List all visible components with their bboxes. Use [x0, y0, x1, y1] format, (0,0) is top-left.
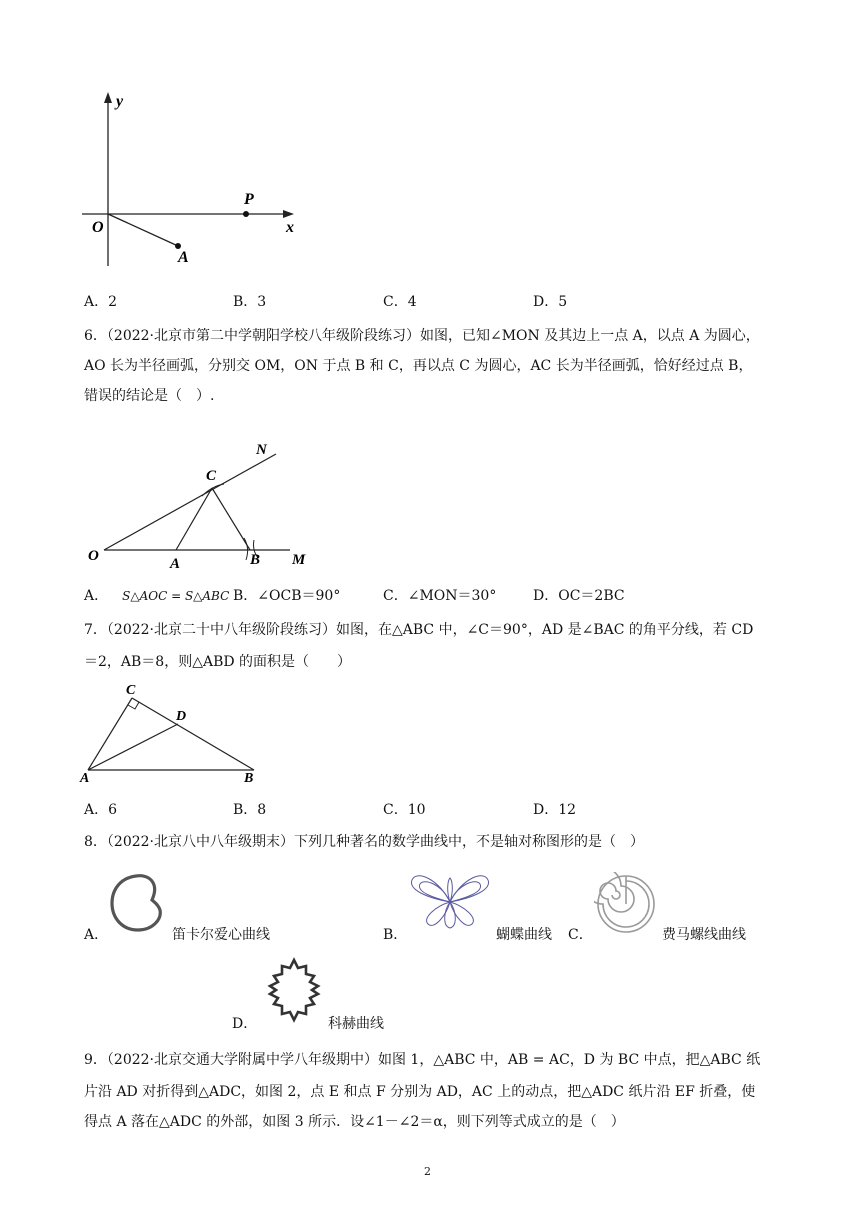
label-a: A [170, 556, 181, 572]
right-angle-mark [128, 702, 139, 709]
q7-option-c: C．10 [383, 802, 426, 818]
q6-option-c: C．∠MON＝30° [383, 588, 497, 604]
label-o: O [88, 548, 99, 564]
q6-figure [84, 438, 324, 572]
page-number: 2 [424, 1165, 431, 1178]
segment-oa [108, 214, 178, 246]
q7-option-b: B．8 [233, 802, 267, 818]
q9-stem-line1: 9．（2022·北京交通大学附属中学八年级期中）如图 1，△ABC 中，AB = AC，D 为 BC 中点，把△ABC 纸 [84, 1052, 761, 1068]
label-y: y [116, 93, 124, 110]
q7-figure [76, 680, 266, 784]
label-a: A [80, 771, 90, 784]
ray-on [104, 454, 276, 550]
label-a: A [178, 249, 189, 266]
q9-stem-line3: 得点 A 落在△ADC 的外部，如图 3 所示．设∠1－∠2＝α，则下列等式成立的是（ ） [84, 1114, 625, 1130]
fermat-spiral-image [594, 872, 658, 936]
label-p: P [244, 191, 254, 208]
point-p [243, 211, 249, 217]
q7-option-a: A．6 [84, 802, 118, 818]
q8-option-c-key: C． [568, 927, 593, 943]
q9-stem-line2: 片沿 AD 对折得到△ADC，如图 2，点 E 和点 F 分别为 AD，AC 上的动点，把△ADC 纸片沿 EF 折叠，使 [84, 1084, 756, 1100]
label-c: C [206, 468, 217, 484]
q7-stem-line2: ＝2，AB＝8，则△ABD 的面积是（ ） [84, 654, 352, 670]
label-x: x [286, 219, 294, 236]
q6-stem-line1: 6．（2022·北京市第二中学朝阳学校八年级阶段练习）如图，已知∠MON 及其边上一点 A，以点 A 为圆心， [84, 328, 760, 344]
segment-cb [212, 488, 250, 550]
q8-option-d-label: 科赫曲线 [328, 1016, 384, 1032]
q8-option-d-key: D． [232, 1016, 258, 1032]
q6-stem-line3: 错误的结论是（ ）. [84, 388, 215, 404]
butterfly-curve-image [408, 870, 492, 932]
label-d: D [176, 709, 187, 724]
q8-option-c-label: 费马螺线曲线 [662, 927, 746, 943]
q7-stem-line1: 7．（2022·北京二十中八年级阶段练习）如图，在△ABC 中，∠C＝90°，AD 是∠BAC 的角平分线，若 CD [84, 622, 754, 638]
label-n: N [256, 442, 267, 458]
q7-option-d: D．12 [533, 802, 577, 818]
label-b: B [250, 552, 261, 568]
q5-option-a: A．2 [84, 294, 118, 310]
koch-curve-image [260, 956, 328, 1024]
segment-ac [176, 488, 212, 550]
q6-option-d: D．OC＝2BC [533, 588, 625, 604]
q5-option-b: B．3 [233, 294, 267, 310]
q8-option-b-label: 蝴蝶曲线 [496, 927, 552, 943]
q8-option-b-key: B． [383, 927, 408, 943]
q8-stem-line1: 8．（2022·北京八中八年级期末）下列几种著名的数学曲线中，不是轴对称图形的是（ ） [84, 834, 644, 850]
q5-option-c: C．4 [383, 294, 417, 310]
q5-option-d: D．5 [533, 294, 568, 310]
x-axis-arrow [283, 210, 294, 218]
label-o: O [92, 219, 104, 236]
q6-option-b: B．∠OCB＝90° [233, 588, 341, 604]
q6-option-a: A． S△AOC = S△ABC [84, 588, 230, 604]
label-c: C [126, 683, 136, 698]
side-cb [132, 698, 254, 770]
label-m: M [292, 552, 306, 568]
q8-option-a-key: A． [84, 927, 109, 943]
q6-stem-line2: AO 长为半径画弧，分别交 OM，ON 于点 B 和 C，再以点 C 为圆心，AC 长为半径画弧，恰好经过点 B， [84, 358, 753, 374]
q8-option-a-label: 笛卡尔爱心曲线 [172, 927, 270, 943]
q5-figure [80, 86, 310, 270]
label-b: B [244, 771, 254, 784]
y-axis-arrow [104, 92, 112, 103]
cardioid-curve-image [108, 870, 166, 936]
